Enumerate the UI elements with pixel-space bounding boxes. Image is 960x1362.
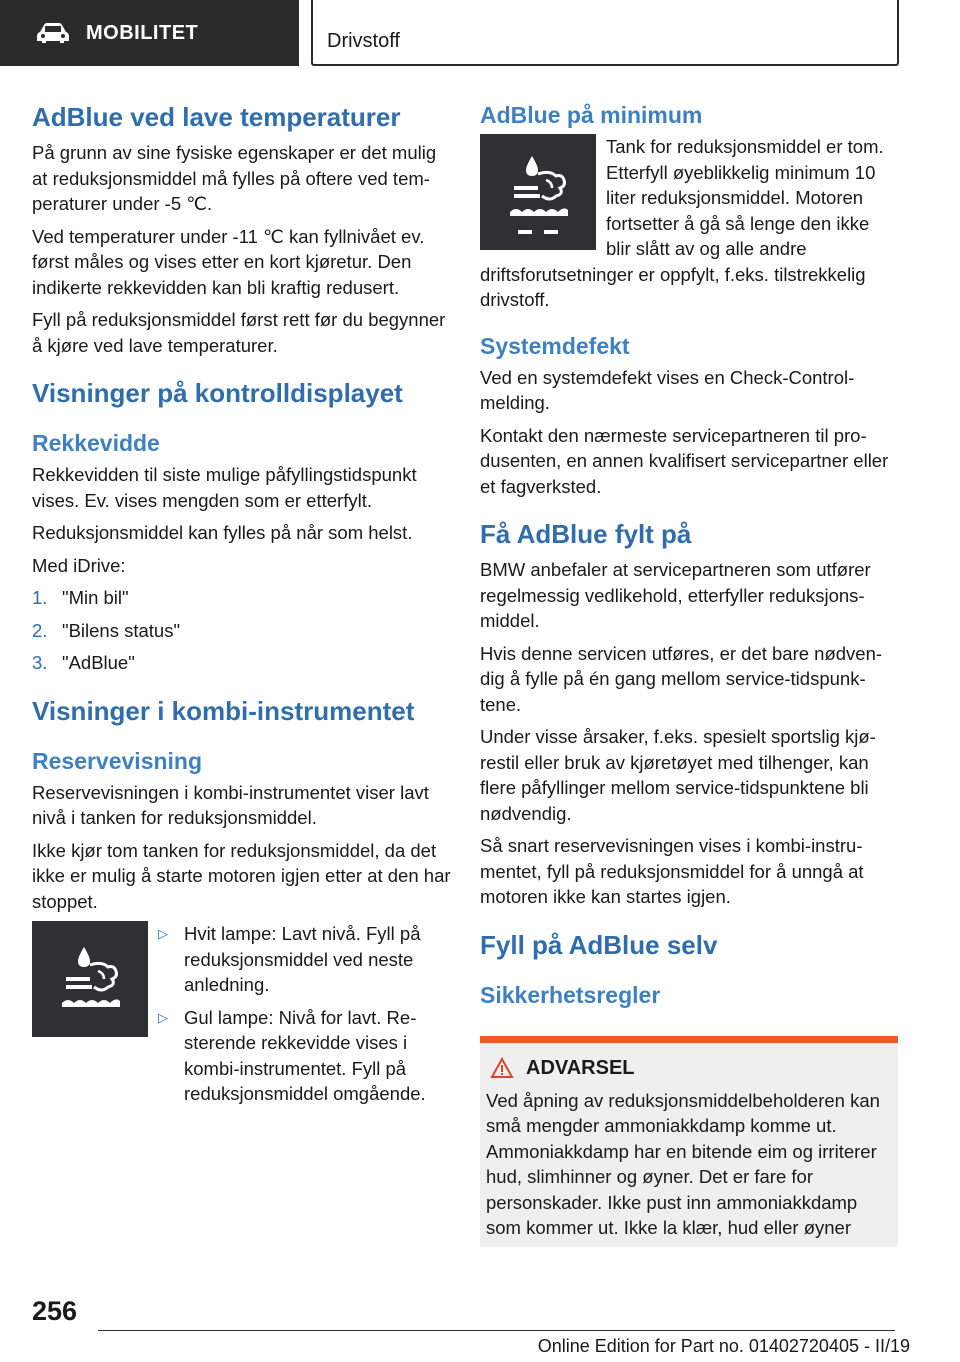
left-column [32, 100, 452, 1114]
heading-cluster: Visninger i kombi-instrumentet [32, 695, 415, 726]
footer-divider [98, 1330, 895, 1331]
warning-title: ADVARSEL [526, 1056, 635, 1079]
edition-text: Online Edition for Part no. 01402720405 - II/19 [537, 1336, 910, 1356]
list-item: ▷ Gul lampe: Nivå for lavt. Resterende rekkevidde vises i kombi-instrumentet. Fyll på reduksjonsmiddel omgående. [158, 1005, 452, 1107]
paragraph: Reservevisningen i kombi-instrumentet viser lavt nivå i tanken for reduksjonsmiddel. [32, 781, 429, 828]
paragraph: Fyll på reduksjonsmiddel først rett før du begynner å kjøre ved lave temperaturer. [32, 309, 446, 356]
warning-text: Ved åpning av reduksjonsmiddelbeholderen kan små mengder ammoniakkdamp komme ut. Ammoniakkdamp har en bitende eim og irriterer hud, slimhinner og øyner. Det er fare for personskader. Ikke pust inn ammoniakkdamp som kommer ut. Ikke la klær, hud eller øyner [486, 1089, 880, 1238]
section-title: MOBILITET [86, 21, 199, 44]
heading-low-temp: AdBlue ved lave temperaturer [32, 102, 401, 132]
paragraph: Ved en systemdefekt vises en Check-Control-melding. [480, 366, 855, 413]
paragraph: Tank for reduksjonsmiddel er tom. Etterfyll øyeblikkelig minimum 10 liter reduksjonsmiddel. Motoren fortsetter å gå så lenge den ikke blir slått av og alle andre driftsforutsetninger er oppfylt, f.eks. tilstrekkelig drivstoff. [480, 136, 884, 310]
paragraph: Under visse årsaker, f.eks. spesielt sportslig kjørestil eller bruk av kjøretøyet med tilhenger, kan flere påfyllinger mellom service-tidspunktene bli nødvendig. [480, 726, 876, 824]
chapter-tab [311, 0, 899, 66]
heading-minimum: AdBlue på minimum [480, 102, 703, 128]
paragraph: Så snart reservevisningen vises i kombi-instrumentet, fyll på reduksjonsmiddel for å unngå at motoren ikke kan startes igjen. [480, 835, 864, 907]
section-tab [0, 0, 299, 66]
heading-defect: Systemdefekt [480, 332, 630, 359]
chapter-title: Drivstoff [327, 30, 400, 52]
right-column [480, 100, 898, 1247]
triangle-bullet-icon: ▷ [158, 1009, 168, 1025]
triangle-bullet-icon: ▷ [158, 926, 168, 941]
heading-range: Rekkevidde [32, 430, 160, 456]
paragraph: BMW anbefaler at servicepartneren som utfører regelmessig vedlikehold, etterfyller reduksjonsmiddel. [480, 559, 871, 631]
adblue-reserve-icon [32, 921, 148, 1037]
paragraph: Ved temperaturer under -11 ℃ kan fyllnivået ev. først måles og vises etter en kort kjøretur. Den indikerte rekkevidden kan bli kraftig redusert. [32, 225, 425, 298]
list-item: ▷ Hvit lampe: Lavt nivå. Fyll på reduksjonsmiddel ved neste anledning. [158, 921, 452, 998]
paragraph: Med iDrive: [32, 554, 126, 576]
paragraph: Rekkevidden til siste mulige påfyllingstidspunkt vises. Ev. vises mengden som er etterfylt. [32, 464, 417, 511]
heading-reserve: Reservevisning [32, 747, 203, 774]
paragraph: På grunn av sine fysiske egenskaper er det mulig at reduksjonsmiddel må fylles på oftere ved temperaturer under -5 ℃. [32, 142, 437, 214]
idrive-steps [32, 585, 452, 676]
list-item: 1. "Min bil" [32, 587, 129, 608]
warning-triangle-icon [490, 1057, 514, 1079]
list-item: 3. "AdBlue" [32, 652, 135, 673]
warning-box [480, 1043, 898, 1247]
page-number: 256 [32, 1296, 78, 1326]
paragraph: Reduksjonsmiddel kan fylles på når som helst. [32, 522, 413, 543]
paragraph: Ikke kjør tom tanken for reduksjonsmiddel, da det ikke er mulig å starte motoren igjen etter at den har stoppet. [32, 839, 451, 912]
heading-control-display: Visninger på kontrolldisplayet [32, 378, 403, 408]
car-icon [36, 22, 70, 44]
warning-bar [480, 1036, 898, 1043]
heading-safety: Sikkerhetsregler [480, 981, 661, 1008]
adblue-minimum-icon [480, 134, 596, 250]
paragraph: Kontakt den nærmeste servicepartneren til produsenten, en annen kvalifisert servicepartner eller et fagverksted. [480, 424, 889, 497]
list-item: 2. "Bilens status" [32, 619, 181, 641]
heading-self-fill: Fyll på AdBlue selv [480, 929, 718, 960]
heading-filled: Få AdBlue fylt på [480, 519, 692, 549]
paragraph: Hvis denne servicen utføres, er det bare nødvendig å fylle på én gang mellom service-tidspunktene. [480, 642, 883, 715]
